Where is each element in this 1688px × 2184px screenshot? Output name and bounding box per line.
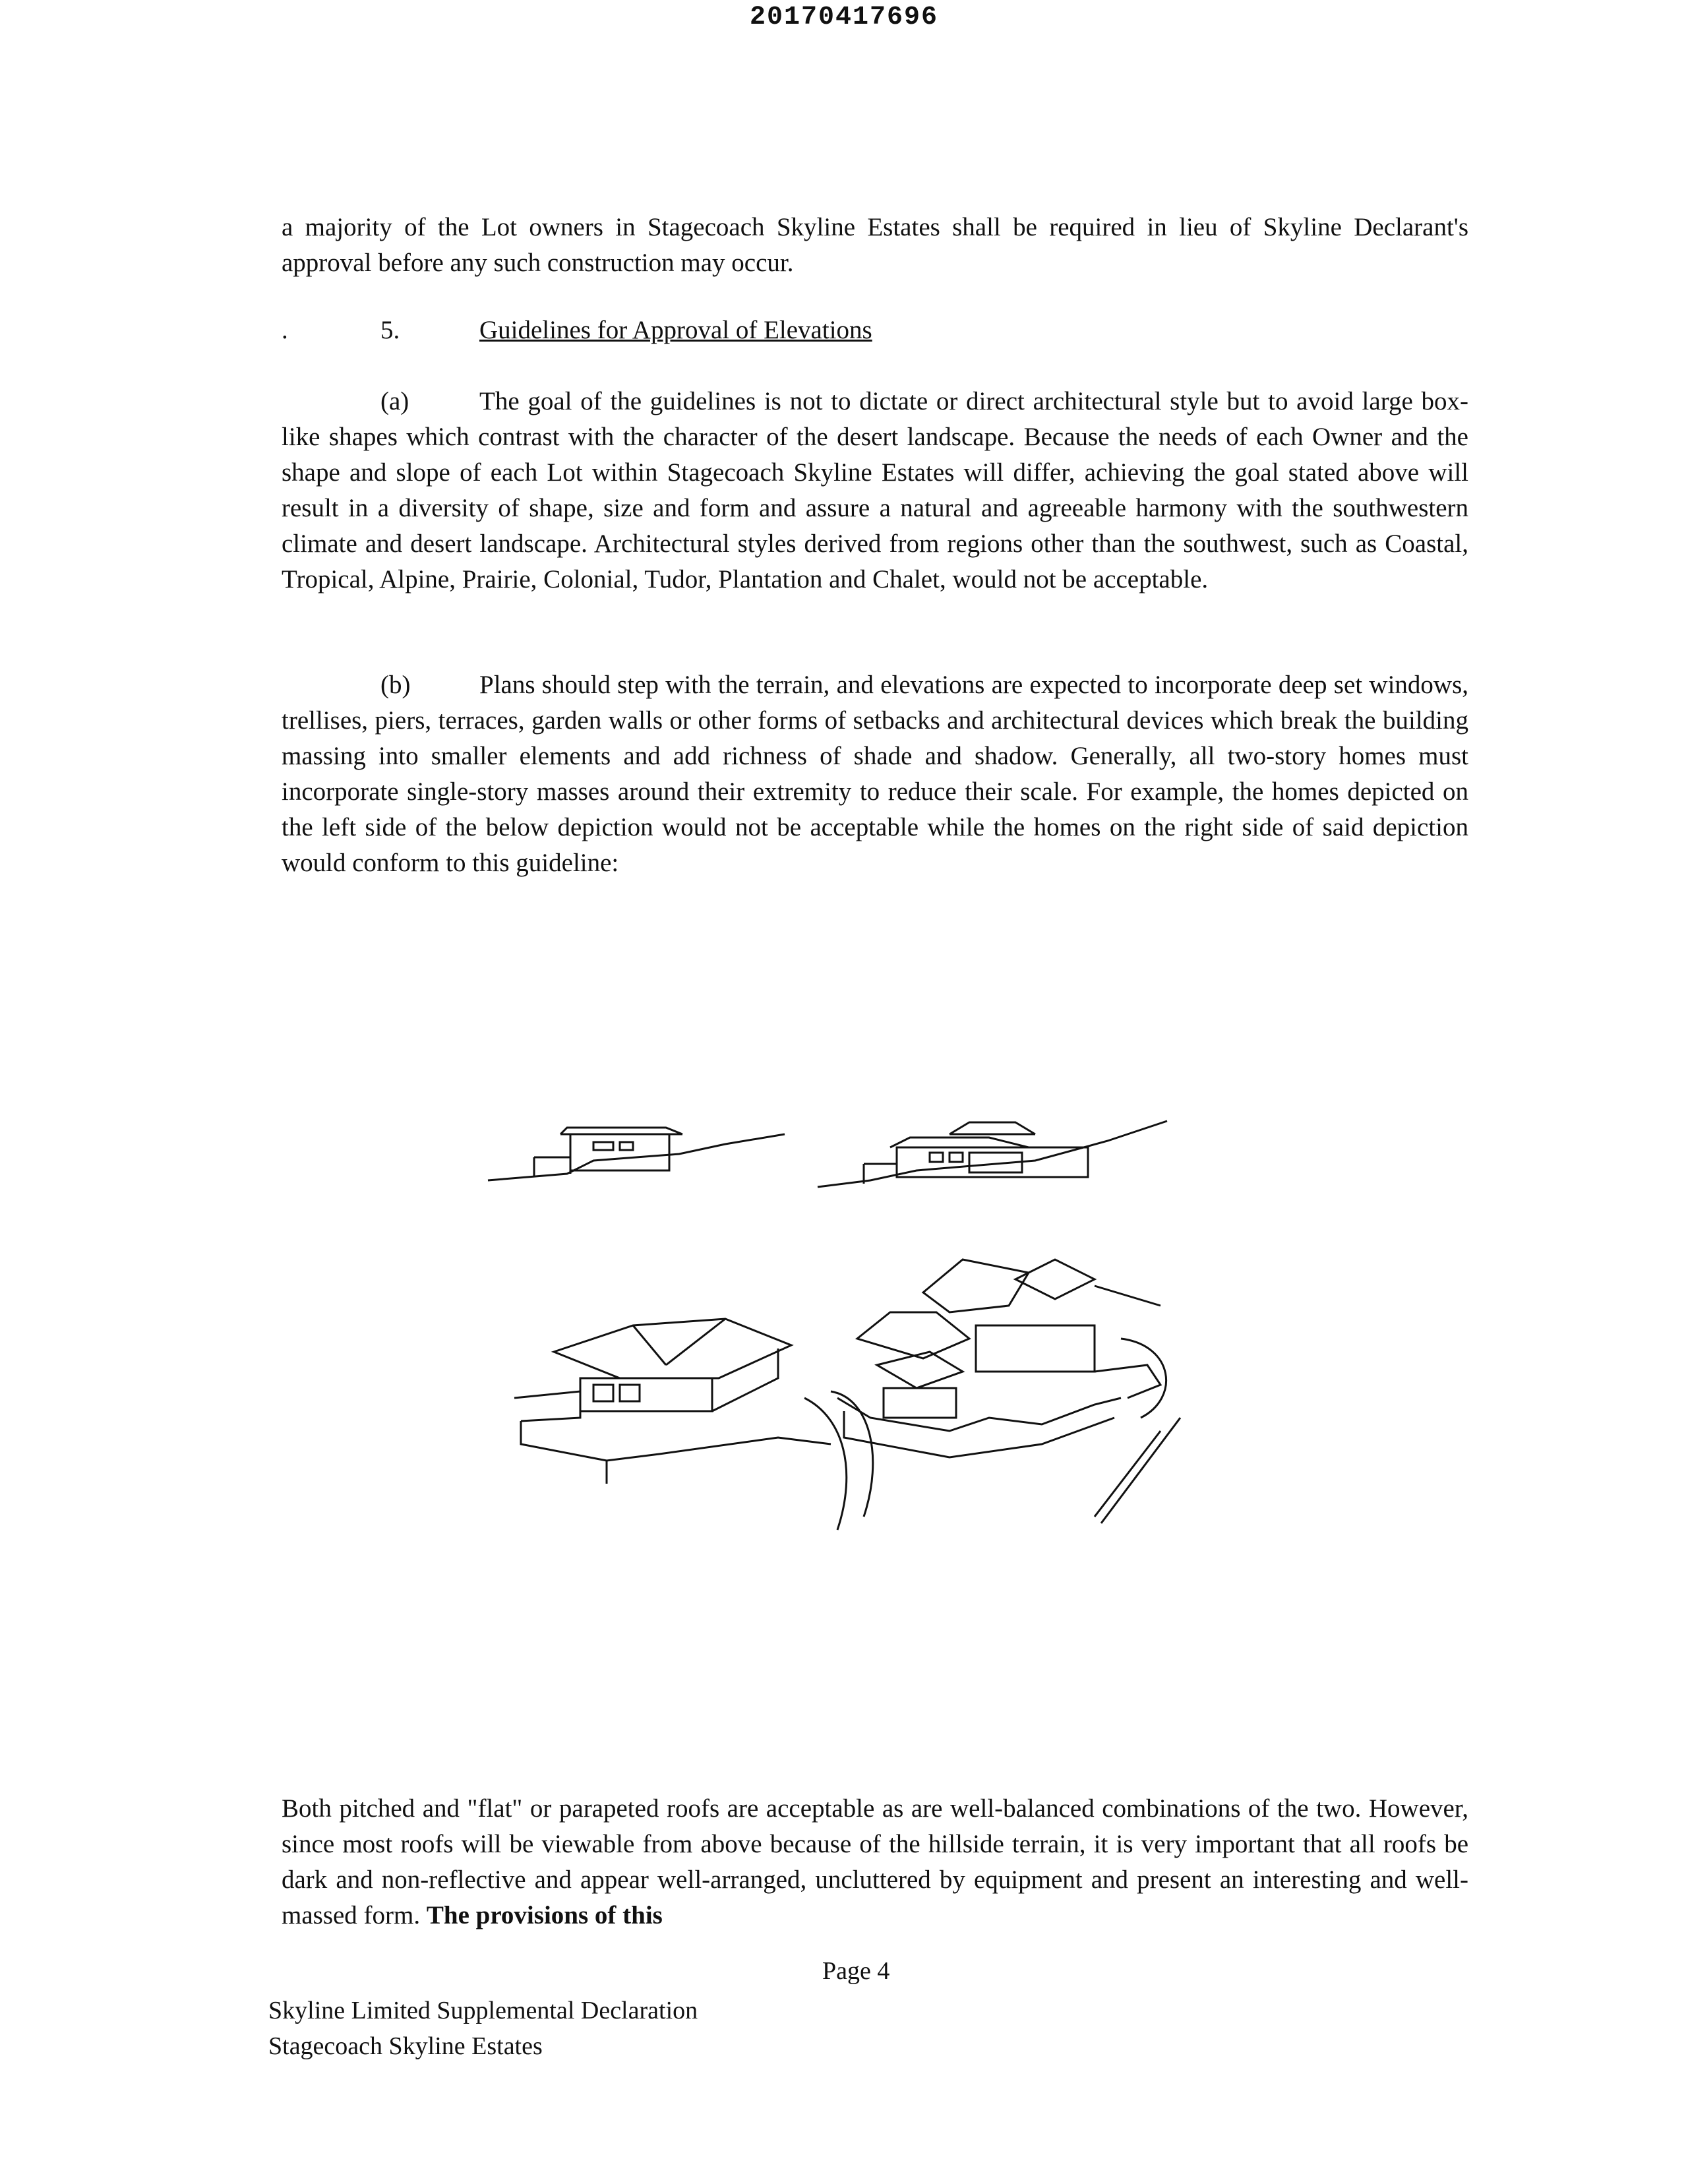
footer: [268, 1993, 698, 2064]
paragraph-c: [282, 1791, 1468, 1933]
paragraph-a: [282, 384, 1468, 597]
house-perspective-acceptable: [837, 1259, 1180, 1523]
footer-line-2: Stagecoach Skyline Estates: [268, 2032, 543, 2060]
section-heading: 5. Guidelines for Approval of Elevations .: [282, 313, 1468, 348]
page-number: Page 4: [822, 1957, 890, 1985]
paragraph-c-bold-tail: The provisions of this: [426, 1901, 663, 1929]
paragraph-a-marker: (a): [380, 387, 409, 415]
section-title: Guidelines for Approval of Elevations: [479, 316, 872, 344]
house-elevation-illustration: [462, 1088, 1253, 1550]
paragraph-b-marker: (b): [380, 671, 411, 699]
paragraph-continuation: a majority of the Lot owners in Stagecoach Skyline Estates shall be required in lieu of Skyline Declarant's approval before any such construction may occur.: [282, 213, 1468, 277]
footer-line-1: Skyline Limited Supplemental Declaration: [268, 1997, 698, 2024]
house-elevation-acceptable: [818, 1121, 1167, 1187]
house-perspective-unacceptable: [514, 1319, 873, 1530]
document-number: 20170417696: [749, 3, 939, 32]
paragraph-c-text: Both pitched and "flat" or parapeted roofs are acceptable as are well-balanced combinations of the two. However, since most roofs will be viewable from above because of the hillside terrain, it is very important that all roofs be dark and non-reflective and appear well-arranged, uncluttered by equipment and present an interesting and well-massed form.: [282, 1794, 1468, 1929]
section-number: 5.: [380, 316, 400, 344]
paragraph-b-text: Plans should step with the terrain, and elevations are expected to incorporate deep set windows, trellises, piers, terraces, garden walls or other forms of setbacks and architectural devices which break the building massing into smaller elements and add richness of shade and shadow. Generally, all two-story homes must incorporate single-story masses around their extremity to reduce their scale. For example, the homes depicted on the left side of the below depiction would not be acceptable while the homes on the right side of said depiction would conform to this guideline:: [282, 671, 1468, 877]
house-elevation-unacceptable: [488, 1128, 785, 1180]
paragraph-a-text: The goal of the guidelines is not to dictate or direct architectural style but to avoid large box-like shapes which contrast with the character of the desert landscape. Because the needs of each Owner and the shape and slope of each Lot within Stagecoach Skyline Estates will differ, achieving the goal stated above will result in a diversity of shape, size and form and assure a natural and agreeable harmony with the southwestern climate and desert landscape. Architectural styles derived from regions other than the southwest, such as Coastal, Tropical, Alpine, Prairie, Colonial, Tudor, Plantation and Chalet, would not be acceptable.: [282, 387, 1468, 593]
paragraph-b: [282, 667, 1468, 881]
